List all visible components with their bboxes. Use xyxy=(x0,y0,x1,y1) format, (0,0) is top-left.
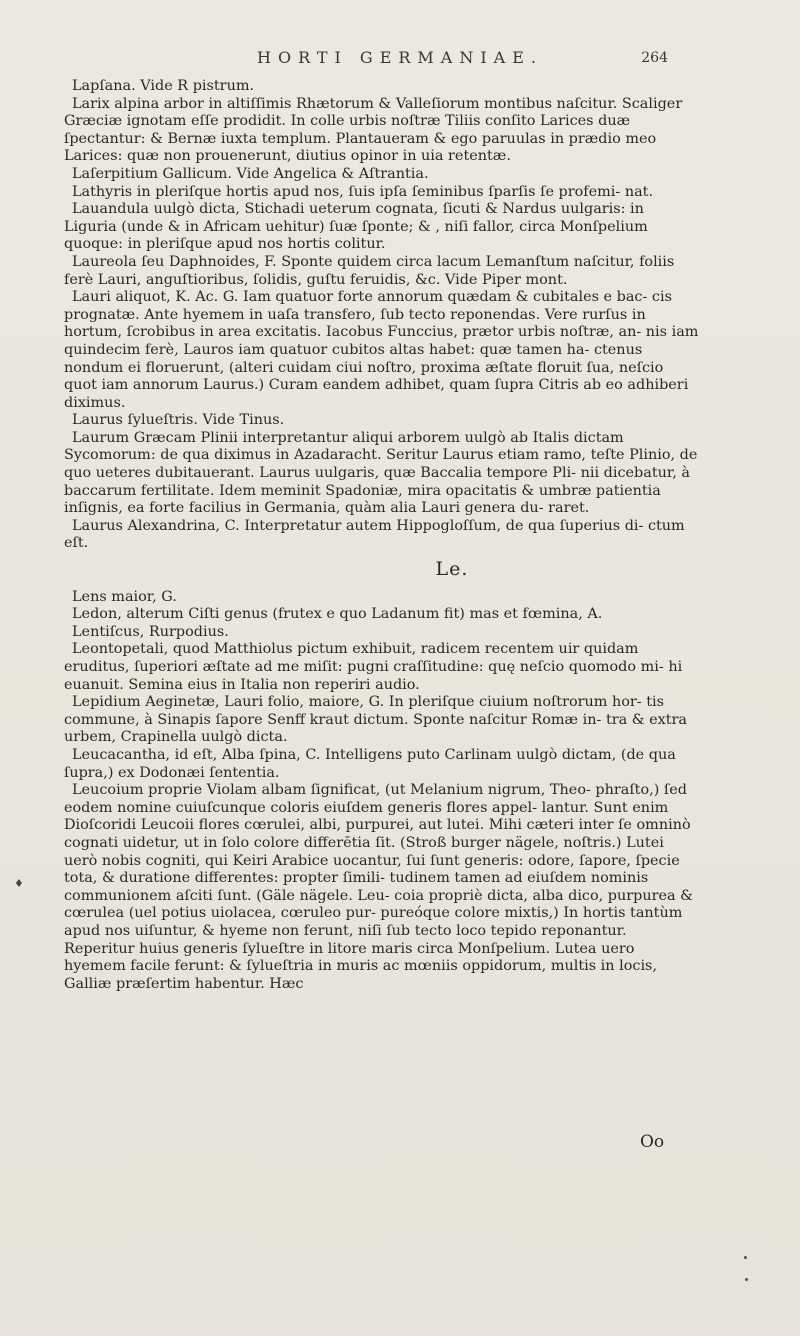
entry-lentiscus: Lentiſcus, Rurpodius. xyxy=(72,623,229,640)
entry-laurus-sylvestris: Laurus ſylueſtris. Vide Tinus. xyxy=(72,412,285,429)
entry-ledon: Ledon, alterum Ciſti genus (frutex e quo Ladanum fit) mas et fœmina, A. xyxy=(72,606,603,623)
section-heading-le: Le. xyxy=(435,558,469,581)
entry-lepidium: Lepidium Aeginetæ, Lauri folio, maiore, G. In pleriſque ciuium noſtrorum hor- tis commune, à Sinapis ſapore Senff kraut dictum. Sponte naſcitur Romæ in- tra & extra urbem, Crapinella uulgò dicta. xyxy=(64,694,688,746)
entry-leucoium: Leucoium proprie Violam albam ſignificat, (ut Melanium nigrum, Theo- phraſto,) ſed eodem nomine cuiuſcunque coloris eiuſdem generis flores appel- lantur. Sunt enim Dioſcoridi Leucoii flores cœrulei, albi, purpurei, aut lutei. Mihi cæteri inter ſe omninò cognati uidetur, ut in ſolo colore differētia ſit. (Stroß burger nägele, noſtris.) Lutei uerò nobis cogniti, qui Keiri Arabice uocantur, ſui ſunt generis: odore, ſapore, ſpecie tota, & duratione differentes: propter ſimili- tudinem tamen ad eiuſdem nominis communionem aſciti ſunt. (Gäle nägele. Leu- coia propriè dicta, alba dico, purpurea & cœrulea (uel potius uiolacea, cœruleo pur- pureóque colore mixtis,) In hortis tantùm apud nos uiſuntur, & hyeme non ferunt, niſi ſub tecto loco tepido reponantur. Reperitur huius generis ſylueſtre in litore maris circa Monſpelium. Lutea uero hyemem facile ferunt: & ſylueſtria in muris ac mœniis oppidorum, multis in locis, Galliæ præſertim habentur. Hæc xyxy=(64,782,693,992)
page-header xyxy=(0,48,800,72)
entry-leucacantha: Leucacantha, id eſt, Alba ſpina, C. Intelligens puto Carlinam uulgò dictam, (de qua ſupra,) ex Dodonæi ſententia. xyxy=(64,746,676,781)
entry-larix: Larix alpina arbor in altiſſimis Rhætorum & Valleſiorum montibus naſcitur. Scaliger Græciæ ignotam eſſe prodidit. In colle urbis noſtræ Tiliis conſito Larices duæ ſpectantur: & Bernæ iuxta templum. Plantaueram & ego paruulas in prædio meo Larices: quæ non prouenerunt, diutius opinor in uia retentæ. xyxy=(64,95,683,165)
ink-speck xyxy=(745,1278,748,1281)
entry-lauandula: Lauandula uulgò dicta, Stichadi ueterum cognata, ſicuti & Nardus uulgaris: in Liguria (unde & in Africam uehitur) ſuæ ſponte; & , niſi fallor, circa Monſpelium quoque: in pleriſque apud nos hortis colitur. xyxy=(64,201,648,253)
entry-lapsana: Lapſana. Vide R pistrum. xyxy=(72,78,255,94)
entry-laserpitium: Laſerpitium Gallicum. Vide Angelica & Aſtrantia. xyxy=(72,165,429,182)
running-title: HORTI GERMANIAE. xyxy=(257,48,543,67)
entry-laureola: Laureola ſeu Daphnoides, F. Sponte quidem circa lacum Lemanſtum naſcitur, foliis ferè Lauri, anguſtioribus, ſolidis, guſtu feruidis, &c. Vide Piper mont. xyxy=(64,253,675,288)
ink-speck xyxy=(744,1256,747,1259)
margin-mark-icon: ♦ xyxy=(14,877,24,890)
entry-lauri-aliquot: Lauri aliquot, K. Ac. G. Iam quatuor forte annorum quædam & cubitales e bac- cis prognatæ. Ante hyemem in uaſa transfero, ſub tecto reponendas. Vere rurſus in hortum, ſcrobibus in area excitatis. Iacobus Funccius, prætor urbis noſtræ, an- nis iam quindecim ferè, Lauros iam quatuor cubitos altas habet: quæ tamen ha- ctenus nondum ei floruerunt, (alteri cuidam ciui noſtro, proxima æſtate floruit ſua, neſcio quot iam annorum Laurus.) Curam eandem adhibet, quam ſupra Citris ab eo adhiberi diximus. xyxy=(64,289,699,411)
entry-leontopetali: Leontopetali, quod Matthiolus pictum exhibuit, radicem recentem uir quidam eruditus, ſuperiori æſtate ad me miſit: pugni craſſitudine: quę neſcio quomodo mi- hi euanuit. Semina eius in Italia non reperiri audio. xyxy=(64,641,683,693)
entry-laurum-graecam: Laurum Græcam Plinii interpretantur aliqui arborem uulgò ab Italis dictam Sycomorum: de qua diximus in Azadaracht. Seritur Laurus etiam ramo, teſte Plinio, de quo ueteres dubitauerant. Laurus uulgaris, quæ Baccalia tempore Pli- nii dicebatur, à baccarum fertilitate. Idem meminit Spadoniæ, mira opacitatis & umbræ patientia inſignis, ea forte facilius in Germania, quàm alia Lauri genera du- raret. xyxy=(64,429,698,517)
entry-lathyris: Lathyris in pleriſque hortis apud nos, ſuis ipſa ſeminibus ſparſis ſe profemi- nat. xyxy=(72,183,654,200)
page-number: 264 xyxy=(641,50,668,66)
catchword: Oo xyxy=(640,1132,665,1152)
entry-laurus-alexandrina: Laurus Alexandrina, C. Interpretatur autem Hippogloſſum, de qua ſuperius di- ctum eſt. xyxy=(64,517,685,552)
entry-lens: Lens maior, G. xyxy=(72,588,177,605)
body-text xyxy=(64,78,700,993)
